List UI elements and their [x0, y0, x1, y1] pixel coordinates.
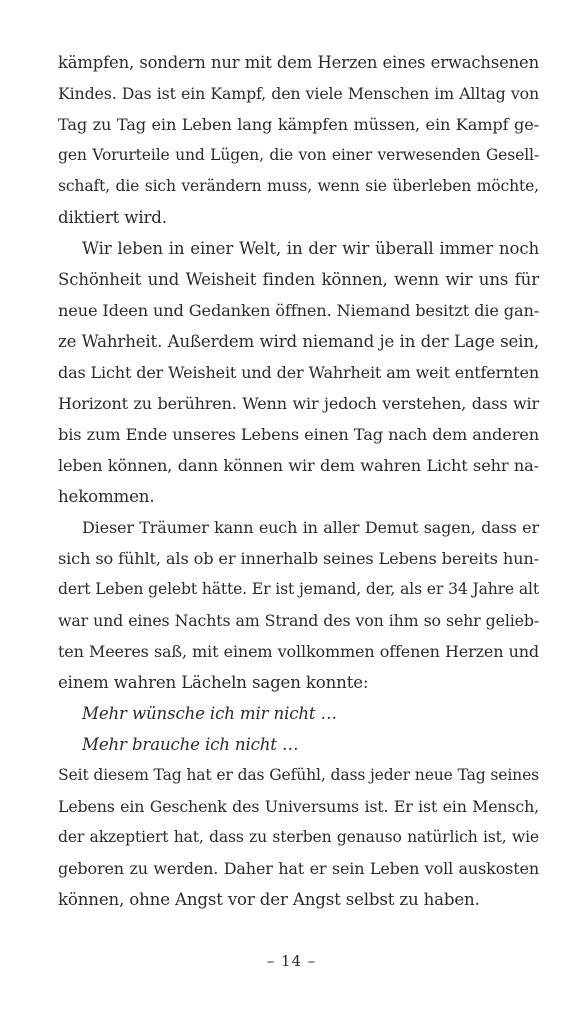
text-line: gen Vorurteile und Lügen, die von einer verwesenden Gesell- [58, 146, 539, 164]
quote-line: Mehr wünsche ich mir nicht … [82, 704, 337, 723]
text-line: leben können, dann können wir dem wahren Licht sehr na- [58, 456, 539, 475]
text-line: können, ohne Angst vor der Angst selbst zu haben. [58, 890, 480, 909]
quote-line: Mehr brauche ich nicht … [82, 735, 299, 754]
page-number: – 14 – [266, 952, 317, 970]
paragraph-start-line: Wir leben in einer Welt, in der wir überall immer noch [82, 239, 539, 258]
text-line: bis zum Ende unseres Lebens einen Tag nach dem anderen [58, 425, 539, 444]
text-line: Seit diesem Tag hat er das Gefühl, dass jeder neue Tag seines [58, 766, 539, 784]
text-line: ten Meeres saß, mit einem vollkommen offenen Herzen und [58, 642, 539, 661]
text-line: hekommen. [58, 487, 155, 506]
text-line: geboren zu werden. Daher hat er sein Leben voll auskosten [58, 859, 539, 878]
text-line: war und eines Nachts am Strand des von ihm so sehr gelieb- [58, 611, 539, 630]
text-line: dert Leben gelebt hätte. Er ist jemand, der, als er 34 Jahre alt [58, 580, 539, 598]
text-line: einem wahren Lächeln sagen konnte: [58, 673, 369, 692]
text-line: schaft, die sich verändern muss, wenn sie überleben möchte, [58, 177, 539, 195]
text-line: das Licht der Weisheit und der Wahrheit am weit entfernten [58, 363, 539, 382]
text-line: diktiert wird. [58, 208, 167, 227]
text-line: Horizont zu berühren. Wenn wir jedoch verstehen, dass wir [58, 394, 539, 413]
text-line: Schönheit und Weisheit finden können, wenn wir uns für [58, 270, 539, 289]
text-line: Kindes. Das ist ein Kampf, den viele Menschen im Alltag von [58, 84, 539, 103]
paragraph-start-line: Dieser Träumer kann euch in aller Demut sagen, dass er [82, 518, 539, 537]
text-line: neue Ideen und Gedanken öffnen. Niemand besitzt die gan- [58, 301, 540, 320]
body-text [58, 47, 539, 915]
text-line: kämpfen, sondern nur mit dem Herzen eines erwachsenen [58, 53, 539, 72]
text-line: Lebens ein Geschenk des Universums ist. Er ist ein Mensch, [58, 797, 539, 816]
text-line: sich so fühlt, als ob er innerhalb seines Lebens bereits hun- [58, 549, 539, 568]
text-line: ze Wahrheit. Außerdem wird niemand je in der Lage sein, [58, 332, 539, 351]
text-line: der akzeptiert hat, dass zu sterben genauso natürlich ist, wie [58, 828, 539, 846]
text-line: Tag zu Tag ein Leben lang kämpfen müssen, ein Kampf ge- [58, 115, 539, 134]
